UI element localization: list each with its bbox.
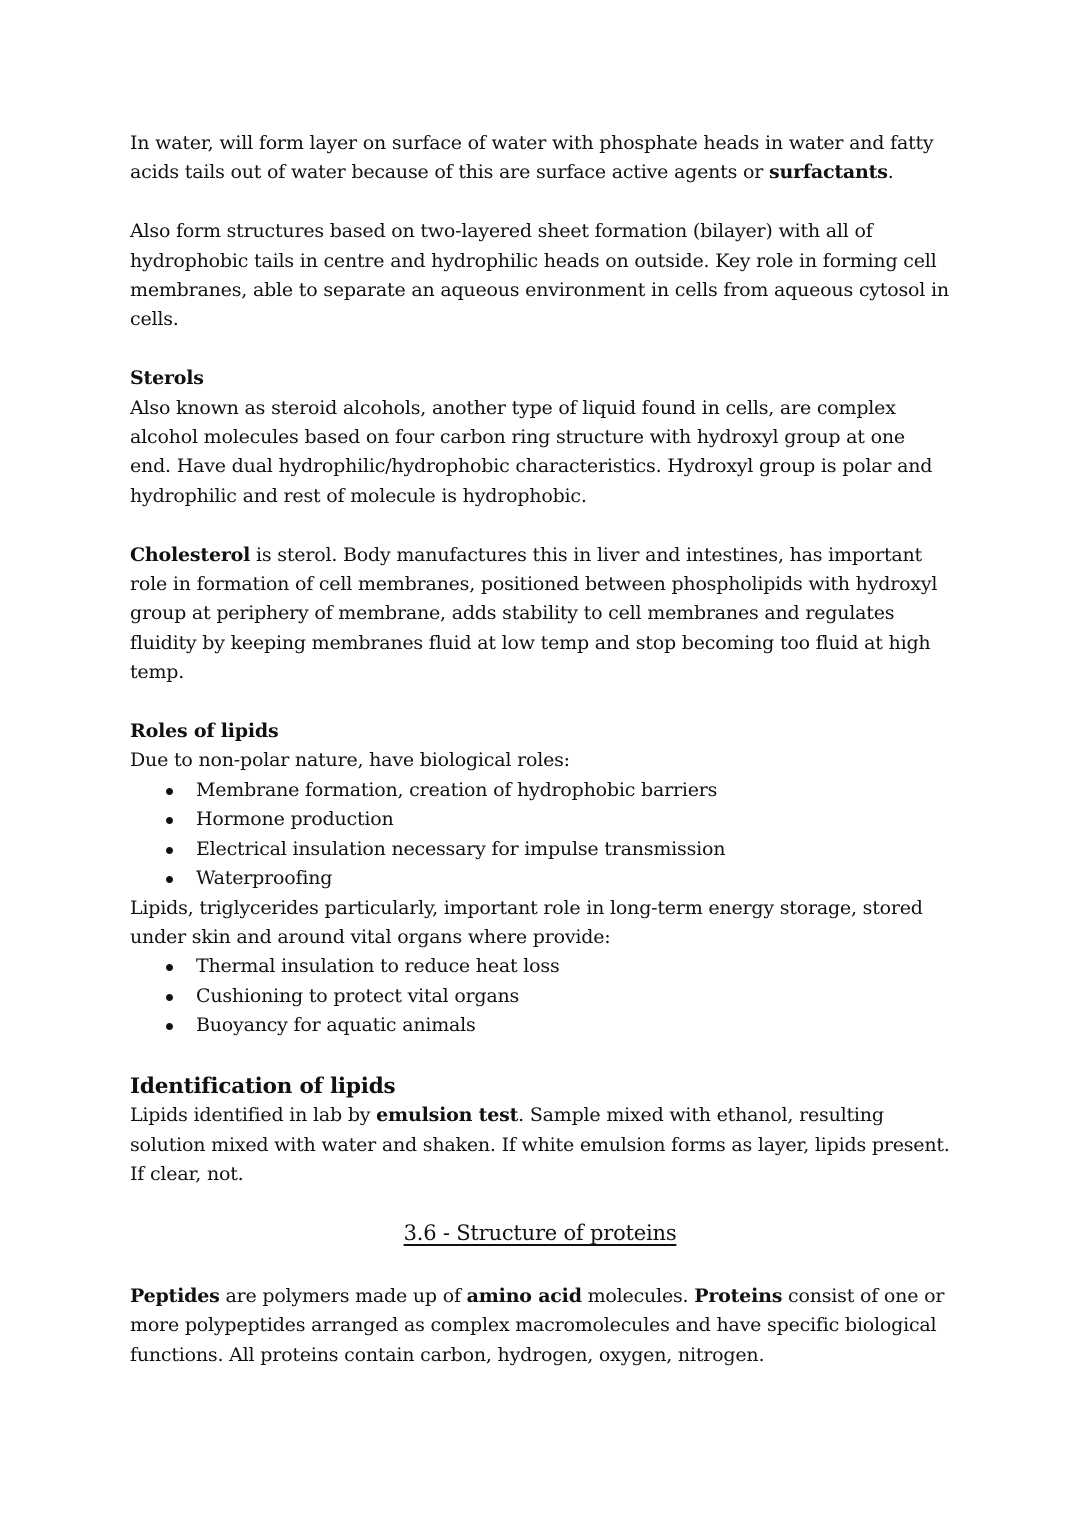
list-item: Cushioning to protect vital organs bbox=[130, 982, 950, 1011]
term-proteins: Proteins bbox=[694, 1284, 783, 1307]
bullet-icon bbox=[166, 788, 173, 795]
storage-list bbox=[130, 952, 950, 1040]
list-item: Membrane formation, creation of hydrophobic barriers bbox=[130, 776, 950, 805]
section-title: 3.6 - Structure of proteins bbox=[403, 1220, 677, 1245]
bullet-icon bbox=[166, 994, 173, 1001]
roles-list bbox=[130, 776, 950, 894]
bullet-icon bbox=[166, 876, 173, 883]
storage-paragraph: Lipids, triglycerides particularly, important role in long-term energy storage, stored under skin and around vital organs where provide: bbox=[130, 896, 923, 948]
bilayer-paragraph: Also form structures based on two-layered sheet formation (bilayer) with all of hydrophobic tails in centre and hydrophilic heads on outside. Key role in forming cell membranes, able to separate an aqueous environment in cells from aqueous cytosol in cells. bbox=[130, 220, 949, 331]
term-amino-acid: amino acid bbox=[466, 1284, 582, 1307]
bullet-icon bbox=[166, 1023, 173, 1030]
sterols-paragraph: Also known as steroid alcohols, another type of liquid found in cells, are complex alcohol molecules based on four carbon ring structure with hydroxyl group at one end. Have dual hydrophilic/hydrophobic characteristics. Hydroxyl group is polar and hydrophilic and rest of molecule is hydrophobic. bbox=[130, 396, 933, 507]
roles-heading: Roles of lipids bbox=[130, 720, 279, 743]
identification-paragraph: Lipids identified in lab by emulsion test. Sample mixed with ethanol, resulting solution mixed with water and shaken. If white emulsion forms as layer, lipids present. If clear, not. bbox=[130, 1104, 950, 1186]
identification-heading: Identification of lipids bbox=[130, 1073, 396, 1099]
bullet-icon bbox=[166, 847, 173, 854]
bullet-icon bbox=[166, 964, 173, 971]
sterols-heading: Sterols bbox=[130, 367, 204, 390]
list-item: Hormone production bbox=[130, 805, 950, 834]
document-page bbox=[130, 129, 950, 1370]
list-item: Waterproofing bbox=[130, 864, 950, 893]
list-item: Electrical insulation necessary for impulse transmission bbox=[130, 835, 950, 864]
term-cholesterol: Cholesterol bbox=[130, 543, 251, 566]
term-surfactants: surfactants bbox=[768, 161, 888, 184]
surfactant-paragraph: In water, will form layer on surface of water with phosphate heads in water and fatty acids tails out of water because of this are surface active agents or surfactants. bbox=[130, 132, 934, 184]
bullet-icon bbox=[166, 817, 173, 824]
proteins-paragraph: Peptides are polymers made up of amino acid molecules. Proteins consist of one or more polypeptides arranged as complex macromolecules and have specific biological functions. All proteins contain carbon, hydrogen, oxygen, nitrogen. bbox=[130, 1284, 945, 1366]
list-item: Buoyancy for aquatic animals bbox=[130, 1011, 950, 1040]
term-peptides: Peptides bbox=[130, 1284, 220, 1307]
list-item: Thermal insulation to reduce heat loss bbox=[130, 952, 950, 981]
term-emulsion-test: emulsion test bbox=[376, 1104, 519, 1127]
cholesterol-paragraph: Cholesterol is sterol. Body manufactures this in liver and intestines, has important role in formation of cell membranes, positioned between phospholipids with hydroxyl group at periphery of membrane, adds stability to cell membranes and regulates fluidity by keeping membranes fluid at low temp and stop becoming too fluid at high temp. bbox=[130, 543, 938, 684]
roles-intro: Due to non-polar nature, have biological roles: bbox=[130, 749, 570, 772]
